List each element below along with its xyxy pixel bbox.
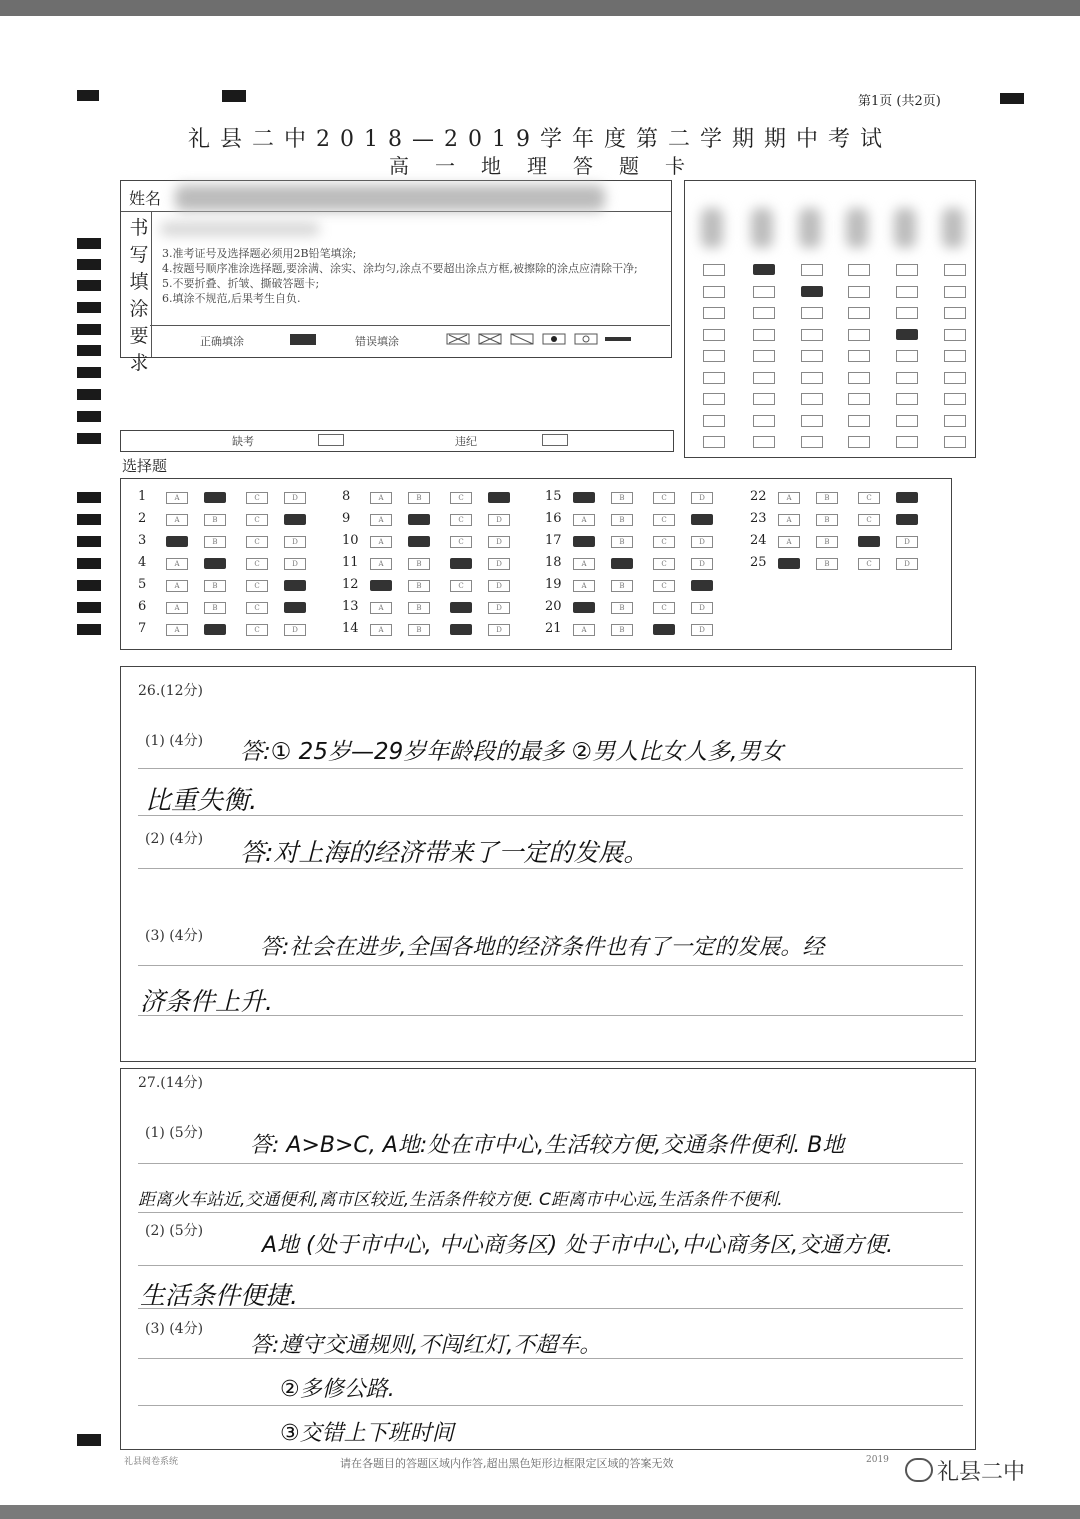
mc-option-c[interactable]: C: [246, 558, 268, 570]
exam-number-bubble[interactable]: [703, 264, 725, 276]
mc-option-d[interactable]: D: [284, 536, 306, 548]
mc-option-d[interactable]: [284, 514, 306, 525]
scan-top-edge: [0, 0, 1080, 16]
exam-number-bubble[interactable]: [753, 415, 775, 427]
mc-question-number: 12: [342, 577, 359, 592]
mc-option-d[interactable]: D: [488, 602, 510, 614]
mc-question-number: 18: [545, 555, 562, 570]
mc-option-d[interactable]: D: [691, 492, 713, 504]
exam-number-bubble[interactable]: [753, 307, 775, 319]
exam-number-bubble[interactable]: [801, 286, 823, 297]
exam-number-bubble[interactable]: [753, 264, 775, 275]
mc-option-a[interactable]: A: [370, 536, 392, 548]
mc-question-number: 14: [342, 621, 359, 636]
alignment-mark: [77, 1434, 101, 1446]
mc-option-d[interactable]: D: [691, 558, 713, 570]
exam-number-bubble[interactable]: [703, 415, 725, 427]
mc-option-d[interactable]: [284, 602, 306, 613]
mc-option-a[interactable]: A: [166, 514, 188, 526]
exam-number-bubble[interactable]: [896, 329, 918, 340]
mc-option-c[interactable]: C: [653, 514, 675, 526]
wechat-icon: [905, 1458, 933, 1482]
exam-number-bubble[interactable]: [703, 372, 725, 384]
q27-p2-answer-line2: 生活条件便捷.: [140, 1281, 298, 1310]
exam-number-bubble[interactable]: [753, 393, 775, 405]
exam-number-bubble[interactable]: [848, 307, 870, 319]
mc-question-number: 16: [545, 511, 562, 526]
mc-option-c[interactable]: C: [653, 602, 675, 614]
exam-number-bubble[interactable]: [944, 307, 966, 319]
exam-number-bubble[interactable]: [801, 307, 823, 319]
exam-number-bubble[interactable]: [896, 436, 918, 448]
timing-mark: [77, 345, 101, 356]
mc-option-c[interactable]: [450, 602, 472, 613]
mc-option-d[interactable]: [896, 514, 918, 525]
exam-number-bubble[interactable]: [801, 393, 823, 405]
mc-option-c[interactable]: C: [246, 536, 268, 548]
mc-option-d[interactable]: [691, 580, 713, 591]
q27-answer-box: [120, 1068, 976, 1450]
mc-option-b[interactable]: B: [611, 514, 633, 526]
mc-option-d[interactable]: D: [488, 558, 510, 570]
card-title: 高一地理答题卡: [389, 154, 711, 178]
mc-question-number: 7: [138, 621, 147, 636]
mc-option-c[interactable]: [653, 624, 675, 635]
mc-option-c[interactable]: C: [653, 558, 675, 570]
mc-option-c[interactable]: C: [450, 536, 472, 548]
mc-option-b[interactable]: B: [408, 602, 430, 614]
mc-question-number: 2: [138, 511, 147, 526]
mc-option-c[interactable]: C: [246, 514, 268, 526]
mc-option-b[interactable]: B: [204, 602, 226, 614]
mc-question-number: 5: [138, 577, 147, 592]
exam-number-bubble[interactable]: [944, 436, 966, 448]
mc-option-c[interactable]: C: [246, 492, 268, 504]
timing-mark: [77, 280, 101, 291]
mc-option-b[interactable]: B: [816, 558, 838, 570]
exam-number-bubble[interactable]: [801, 436, 823, 448]
mc-option-c[interactable]: C: [246, 580, 268, 592]
exam-number-bubble[interactable]: [753, 372, 775, 384]
exam-number-bubble[interactable]: [896, 393, 918, 405]
q26-p3-answer-line1: 答:社会在进步,全国各地的经济条件也有了一定的发展。经: [260, 935, 825, 960]
mc-option-d[interactable]: [691, 514, 713, 525]
exam-number-bubble[interactable]: [944, 329, 966, 341]
mc-question-number: 10: [342, 533, 359, 548]
mc-option-a[interactable]: A: [166, 492, 188, 504]
mc-option-b[interactable]: [408, 514, 430, 525]
mc-option-c[interactable]: [858, 536, 880, 547]
mc-option-b[interactable]: B: [408, 624, 430, 636]
mc-option-b[interactable]: B: [611, 624, 633, 636]
timing-mark: [77, 238, 101, 249]
exam-number-bubble[interactable]: [703, 286, 725, 298]
q26-p1-answer-line1: 答:① 25岁—29岁年龄段的最多 ②男人比女人多,男女: [240, 739, 784, 765]
mc-option-d[interactable]: D: [284, 558, 306, 570]
mc-option-d[interactable]: D: [691, 624, 713, 636]
exam-number-bubble[interactable]: [944, 286, 966, 298]
footer-right: 2019: [866, 1455, 889, 1465]
mc-option-c[interactable]: [450, 558, 472, 569]
mc-option-b[interactable]: B: [204, 514, 226, 526]
mc-option-c[interactable]: C: [858, 514, 880, 526]
exam-number-bubble[interactable]: [801, 350, 823, 362]
mc-option-c[interactable]: [450, 624, 472, 635]
mc-option-a[interactable]: A: [166, 602, 188, 614]
q27-p3-answer-line1: 答:遵守交通规则,不闯红灯,不超车。: [250, 1333, 602, 1358]
redacted-name: [175, 185, 605, 211]
q26-title: 26.(12分): [138, 683, 204, 699]
footer-notice: 请在各题目的答题区域内作答,超出黑色矩形边框限定区域的答案无效: [340, 1457, 674, 1470]
mc-question-number: 25: [750, 555, 767, 570]
exam-number-bubble[interactable]: [848, 264, 870, 276]
absent-checkbox[interactable]: [318, 434, 344, 446]
q27-p1-label: (1) (5分): [145, 1125, 204, 1141]
mc-option-b[interactable]: B: [611, 602, 633, 614]
mc-option-b[interactable]: B: [408, 492, 430, 504]
exam-number-bubble[interactable]: [703, 350, 725, 362]
writing-requirements-label: 书写填涂要求: [129, 217, 149, 374]
mc-option-a[interactable]: A: [778, 492, 800, 504]
q26-p1-answer-line2: 比重失衡.: [145, 786, 258, 816]
timing-mark: [77, 558, 101, 569]
redacted-digit: [942, 208, 964, 248]
mc-option-d[interactable]: [488, 492, 510, 503]
absent-label: 缺考: [232, 435, 254, 448]
mc-question-number: 21: [545, 621, 562, 636]
exam-number-bubble[interactable]: [703, 393, 725, 405]
mc-option-c[interactable]: C: [246, 602, 268, 614]
exam-number-bubble[interactable]: [944, 393, 966, 405]
mc-question-number: 6: [138, 599, 147, 614]
correct-fill-label: 正确填涂: [200, 335, 244, 348]
timing-mark: [77, 367, 101, 378]
q27-p2-answer-line1: A地 (处于市中心, 中心商务区) 处于市中心,中心商务区,交通方便.: [262, 1233, 894, 1258]
mc-option-c[interactable]: C: [653, 492, 675, 504]
q27-p3-answer-line3: ③交错上下班时间: [280, 1421, 454, 1446]
timing-mark: [77, 433, 101, 444]
timing-mark: [77, 324, 101, 335]
absent-violation-box: [120, 430, 674, 452]
exam-number-bubble[interactable]: [896, 350, 918, 362]
mc-option-a[interactable]: [573, 536, 595, 547]
mc-option-b[interactable]: B: [611, 536, 633, 548]
mc-question-number: 22: [750, 489, 767, 504]
mc-option-b[interactable]: [204, 624, 226, 635]
mc-option-b[interactable]: [408, 536, 430, 547]
mc-option-d[interactable]: D: [896, 558, 918, 570]
exam-number-bubble[interactable]: [944, 372, 966, 384]
mc-option-d[interactable]: [896, 492, 918, 503]
mc-option-b[interactable]: B: [408, 580, 430, 592]
alignment-mark: [77, 90, 99, 101]
mc-option-a[interactable]: A: [573, 624, 595, 636]
mc-option-b[interactable]: B: [816, 514, 838, 526]
mc-question-number: 15: [545, 489, 562, 504]
exam-number-bubble[interactable]: [801, 329, 823, 341]
wrong-fill-samples: [445, 331, 635, 347]
mc-option-a[interactable]: A: [573, 514, 595, 526]
exam-number-bubble[interactable]: [753, 329, 775, 341]
mc-option-a[interactable]: A: [370, 558, 392, 570]
q27-p3-answer-line2: ②多修公路.: [280, 1377, 395, 1402]
mc-option-b[interactable]: B: [611, 580, 633, 592]
exam-number-grid: [684, 180, 976, 458]
instruction-6: 6.填涂不规范,后果考生自负.: [162, 292, 301, 305]
exam-number-bubble[interactable]: [944, 350, 966, 362]
exam-number-bubble[interactable]: [848, 286, 870, 298]
alignment-mark: [1000, 93, 1024, 104]
exam-number-bubble[interactable]: [896, 286, 918, 298]
mc-option-d[interactable]: D: [488, 624, 510, 636]
mc-option-a[interactable]: A: [370, 602, 392, 614]
exam-number-bubble[interactable]: [848, 393, 870, 405]
exam-number-bubble[interactable]: [801, 415, 823, 427]
exam-number-bubble[interactable]: [753, 350, 775, 362]
mc-option-a[interactable]: A: [166, 558, 188, 570]
exam-number-bubble[interactable]: [848, 329, 870, 341]
violation-checkbox[interactable]: [542, 434, 568, 446]
q26-p2-answer-line1: 答:对上海的经济带来了一定的发展。: [240, 838, 649, 867]
mc-question-number: 19: [545, 577, 562, 592]
exam-number-bubble[interactable]: [801, 264, 823, 276]
redacted-digit: [701, 208, 723, 248]
mc-option-a[interactable]: A: [166, 580, 188, 592]
timing-mark: [77, 536, 101, 547]
mc-question-number: 13: [342, 599, 359, 614]
mc-question-number: 3: [138, 533, 147, 548]
mc-option-c[interactable]: C: [653, 580, 675, 592]
mc-question-number: 11: [342, 555, 359, 570]
exam-number-bubble[interactable]: [848, 436, 870, 448]
watermark-text: 礼县二中: [937, 1460, 1026, 1485]
mc-option-c[interactable]: C: [858, 558, 880, 570]
redacted-digit: [846, 208, 868, 248]
mc-section-label: 选择题: [122, 457, 168, 475]
exam-number-bubble[interactable]: [896, 415, 918, 427]
redacted-digit: [894, 208, 916, 248]
timing-mark: [77, 580, 101, 591]
mc-question-number: 23: [750, 511, 767, 526]
mc-option-d[interactable]: D: [488, 580, 510, 592]
exam-number-bubble[interactable]: [703, 329, 725, 341]
exam-number-bubble[interactable]: [753, 436, 775, 448]
mc-option-c[interactable]: C: [450, 492, 472, 504]
mc-question-number: 20: [545, 599, 562, 614]
mc-option-d[interactable]: D: [691, 602, 713, 614]
page-number: 第1页 (共2页): [858, 94, 941, 109]
name-label: 姓名: [129, 189, 162, 208]
mc-option-a[interactable]: [166, 536, 188, 547]
exam-number-bubble[interactable]: [944, 415, 966, 427]
timing-mark: [77, 514, 101, 525]
timing-mark: [77, 389, 101, 400]
mc-question-number: 4: [138, 555, 147, 570]
q27-p2-label: (2) (5分): [145, 1223, 204, 1239]
instruction-3: 3.准考证号及选择题必须用2B铅笔填涂;: [162, 247, 357, 260]
exam-number-bubble[interactable]: [896, 307, 918, 319]
timing-mark: [77, 492, 101, 503]
wrong-fill-label: 错误填涂: [355, 335, 399, 348]
mc-option-a[interactable]: A: [778, 536, 800, 548]
exam-number-bubble[interactable]: [896, 372, 918, 384]
exam-number-bubble[interactable]: [848, 372, 870, 384]
scan-bottom-edge: [0, 1505, 1080, 1519]
instruction-4: 4.按题号顺序准涂选择题,要涂满、涂实、涂均匀,涂点不要超出涂点方框,被擦除的涂点应清除干净;: [162, 262, 638, 275]
exam-number-bubble[interactable]: [703, 307, 725, 319]
mc-option-a[interactable]: A: [370, 514, 392, 526]
mc-option-d[interactable]: D: [284, 492, 306, 504]
exam-number-bubble[interactable]: [848, 350, 870, 362]
mc-option-b[interactable]: B: [408, 558, 430, 570]
q26-p3-answer-line2: 济条件上升.: [140, 987, 273, 1016]
mc-option-d[interactable]: D: [896, 536, 918, 548]
alignment-mark: [222, 90, 246, 102]
mc-option-a[interactable]: A: [370, 492, 392, 504]
exam-number-bubble[interactable]: [753, 286, 775, 298]
exam-number-bubble[interactable]: [944, 264, 966, 276]
exam-number-bubble[interactable]: [896, 264, 918, 276]
mc-option-b[interactable]: [204, 558, 226, 569]
mc-option-b[interactable]: B: [611, 492, 633, 504]
q26-p2-label: (2) (4分): [145, 831, 204, 847]
mc-option-b[interactable]: [204, 492, 226, 503]
mc-question-number: 1: [138, 489, 147, 504]
mc-option-c[interactable]: C: [450, 580, 472, 592]
mc-option-d[interactable]: D: [488, 514, 510, 526]
q26-p3-label: (3) (4分): [145, 928, 204, 944]
mc-question-number: 8: [342, 489, 351, 504]
mc-option-b[interactable]: B: [204, 580, 226, 592]
exam-number-bubble[interactable]: [703, 436, 725, 448]
mc-option-a[interactable]: [573, 602, 595, 613]
exam-number-bubble[interactable]: [848, 415, 870, 427]
q27-p1-answer-line2: 距离火车站近,交通便利,离市区较近,生活条件较方便. C距离市中心远,生活条件不便利.: [138, 1190, 783, 1210]
timing-mark: [77, 624, 101, 635]
mc-option-a[interactable]: A: [573, 558, 595, 570]
mc-option-b[interactable]: B: [204, 536, 226, 548]
mc-option-c[interactable]: C: [246, 624, 268, 636]
violation-label: 违纪: [455, 435, 477, 448]
timing-mark: [77, 602, 101, 613]
mc-option-a[interactable]: A: [778, 514, 800, 526]
mc-option-d[interactable]: D: [284, 624, 306, 636]
footer-left: 礼县阅卷系统: [124, 1457, 179, 1467]
mc-option-a[interactable]: [370, 580, 392, 591]
timing-mark: [77, 259, 101, 270]
mc-option-b[interactable]: [611, 558, 633, 569]
mc-option-d[interactable]: D: [488, 536, 510, 548]
exam-title: 礼县二中2018—2019学年度第二学期期中考试: [188, 127, 892, 152]
timing-mark: [77, 302, 101, 313]
q27-p3-label: (3) (4分): [145, 1321, 204, 1337]
q27-p1-answer-line1: 答: A>B>C, A地:处在市中心,生活较方便,交通条件便利. B地: [250, 1133, 845, 1158]
mc-option-b[interactable]: B: [816, 536, 838, 548]
q27-title: 27.(14分): [138, 1075, 204, 1091]
timing-mark: [77, 411, 101, 422]
correct-fill-sample: [290, 334, 316, 345]
mc-option-c[interactable]: C: [858, 492, 880, 504]
mc-question-number: 24: [750, 533, 767, 548]
mc-option-a[interactable]: A: [370, 624, 392, 636]
watermark: [905, 1455, 1025, 1486]
mc-option-a[interactable]: A: [573, 580, 595, 592]
mc-question-number: 17: [545, 533, 562, 548]
redacted-digit: [751, 208, 773, 248]
mc-option-d[interactable]: D: [691, 536, 713, 548]
redacted-digit: [799, 208, 821, 248]
mc-option-a[interactable]: A: [166, 624, 188, 636]
instruction-5: 5.不要折叠、折皱、撕破答题卡;: [162, 277, 320, 290]
mc-option-b[interactable]: B: [816, 492, 838, 504]
mc-option-c[interactable]: C: [450, 514, 472, 526]
redacted-text: [160, 222, 320, 236]
q26-p1-label: (1) (4分): [145, 733, 204, 749]
mc-option-c[interactable]: C: [653, 536, 675, 548]
exam-number-bubble[interactable]: [801, 372, 823, 384]
mc-option-a[interactable]: [778, 558, 800, 569]
mc-option-d[interactable]: [284, 580, 306, 591]
mc-question-number: 9: [342, 511, 351, 526]
instructions: [162, 246, 657, 306]
mc-option-a[interactable]: [573, 492, 595, 503]
